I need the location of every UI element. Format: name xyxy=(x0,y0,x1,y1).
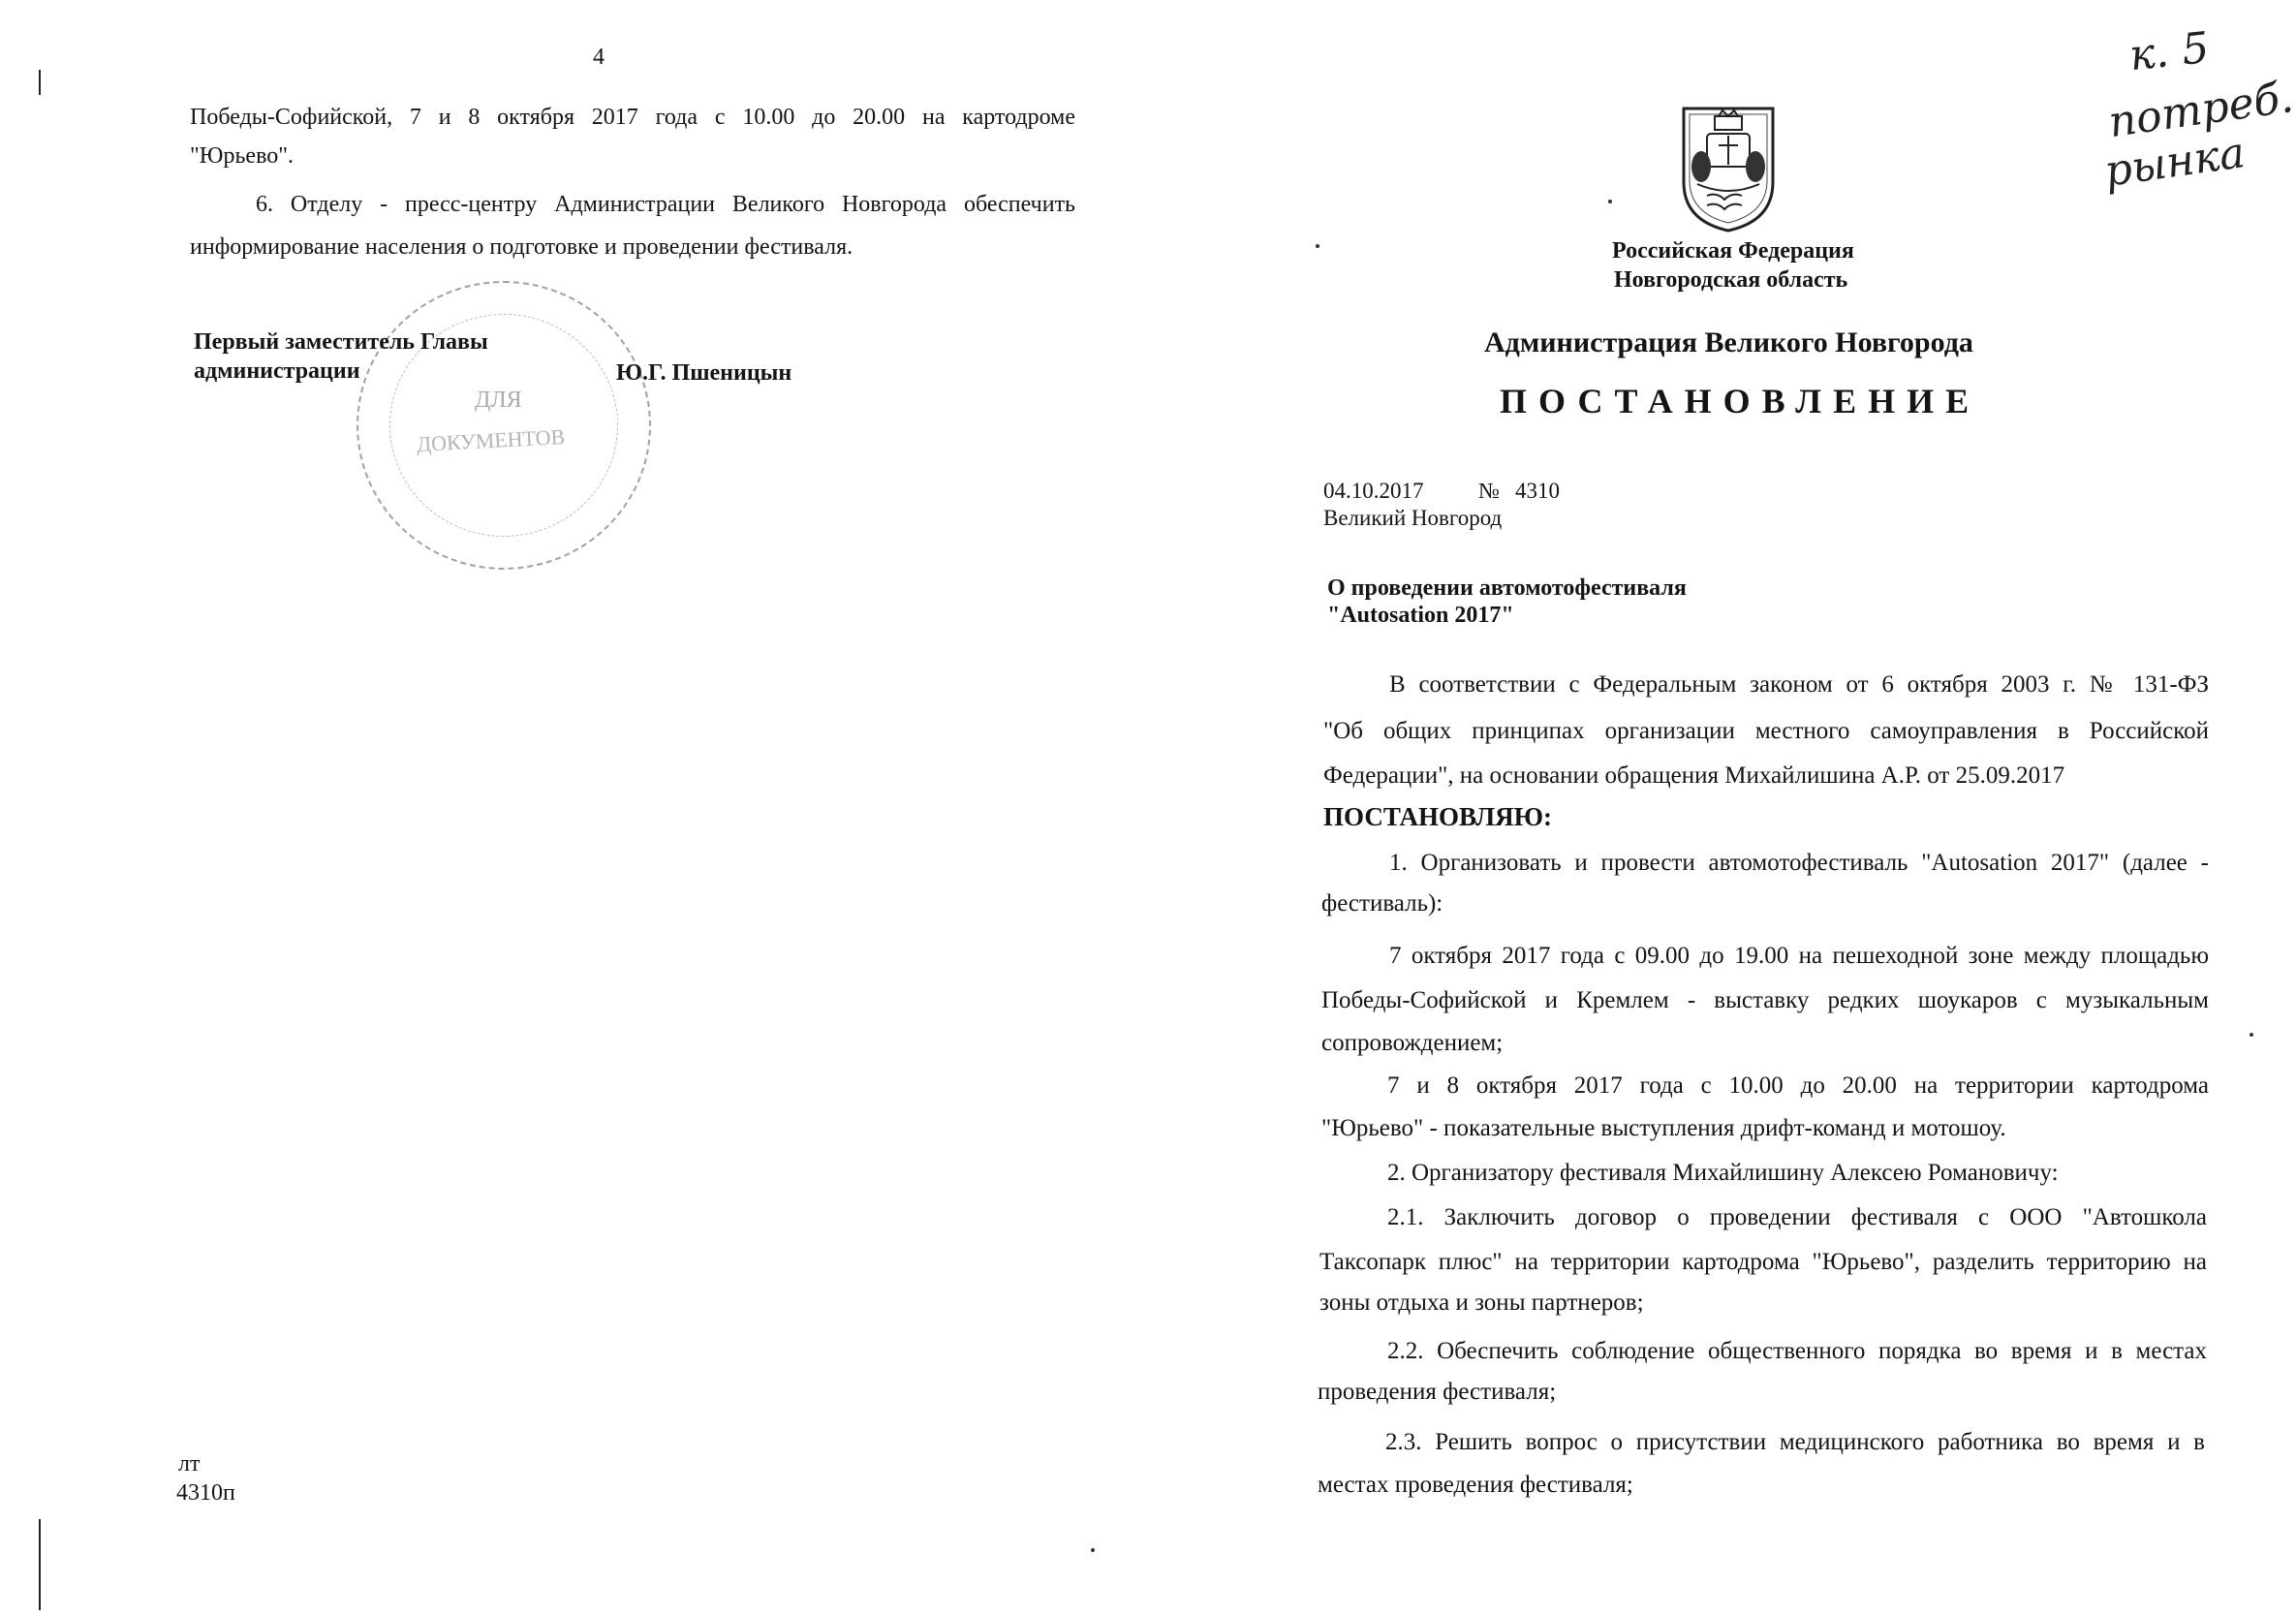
header-authority: Администрация Великого Новгорода xyxy=(1484,326,1973,358)
document-number-sign: № xyxy=(1478,479,1500,503)
preamble-line-2: "Об общих принципах организации местного самоуправления в Российской xyxy=(1323,718,2209,744)
document-date: 04.10.2017 xyxy=(1323,479,1424,503)
page-number: 4 xyxy=(593,45,605,70)
stamp-text-top: ДЛЯ xyxy=(475,388,522,413)
item-2-1-line-3: зоны отдыха и зоны партнеров; xyxy=(1319,1290,1644,1316)
scan-speck xyxy=(2249,1033,2253,1037)
footer-code-line-1: лт xyxy=(178,1451,201,1476)
scan-speck xyxy=(1316,244,1319,248)
item-1-day-1-line-3: сопровождением; xyxy=(1321,1030,1504,1056)
footer-code-line-2: 4310п xyxy=(176,1480,235,1506)
handwritten-note-line-1: к. 5 xyxy=(2126,22,2212,81)
item-1-day-1-line-1: 7 октября 2017 года с 09.00 до 19.00 на пешеходной зоне между площадью xyxy=(1389,943,2209,969)
page-edge-mark-top xyxy=(39,70,41,95)
scan-speck xyxy=(1091,1548,1095,1552)
preamble-line-1: В соответствии с Федеральным законом от 6 октября 2003 г. № 131-ФЗ xyxy=(1389,671,2209,698)
item-1-day-2-line-1: 7 и 8 октября 2017 года с 10.00 до 20.00 на территории картодрома xyxy=(1387,1072,2209,1099)
continuation-line-2: "Юрьево". xyxy=(190,143,295,169)
item-2-3-line-1: 2.3. Решить вопрос о присутствии медицинского работника во время и в xyxy=(1385,1429,2205,1455)
item-1-line-2: фестиваль): xyxy=(1321,890,1443,917)
item-2-2-line-2: проведения фестиваля; xyxy=(1318,1379,1557,1405)
header-country: Российская Федерация xyxy=(1612,238,1854,264)
document-type-title: ПОСТАНОВЛЕНИЕ xyxy=(1500,382,1981,420)
item-2: 2. Организатору фестиваля Михайлишину Алексею Романовичу: xyxy=(1387,1160,2059,1186)
document-city: Великий Новгород xyxy=(1323,506,1503,530)
coat-of-arms-emblem xyxy=(1678,103,1779,234)
signature-title-line-1: Первый заместитель Главы xyxy=(194,329,488,355)
official-stamp xyxy=(357,281,651,570)
subject-line-1: О проведении автомотофестиваля xyxy=(1327,575,1687,601)
preamble-line-3: Федерации", на основании обращения Михайлишина А.Р. от 25.09.2017 xyxy=(1323,762,2065,789)
item-6-line-2: информирование населения о подготовке и проведении фестиваля. xyxy=(190,234,853,260)
signatory-name: Ю.Г. Пшеницын xyxy=(616,360,792,386)
handwritten-note-line-3: рынка xyxy=(2101,128,2249,197)
scan-speck xyxy=(1608,200,1612,203)
item-2-2-line-1: 2.2. Обеспечить соблюдение общественного порядка во время и в местах xyxy=(1387,1338,2207,1364)
handwritten-note-line-2: потреб. xyxy=(2105,72,2296,148)
item-6-line-1: 6. Отделу - пресс-центру Администрации Великого Новгорода обеспечить xyxy=(256,192,1075,217)
resolve-word: ПОСТАНОВЛЯЮ: xyxy=(1323,802,1552,831)
item-2-3-line-2: местах проведения фестиваля; xyxy=(1318,1472,1633,1498)
subject-line-2: "Autosation 2017" xyxy=(1327,603,1514,628)
item-1-line-1: 1. Организовать и провести автомотофестиваль "Autosation 2017" (далее - xyxy=(1389,850,2209,876)
item-2-1-line-1: 2.1. Заключить договор о проведении фестиваля с ООО "Автошкола xyxy=(1387,1204,2207,1230)
stamp-text-bottom: ДОКУМЕНТОВ xyxy=(416,424,566,456)
header-region: Новгородская область xyxy=(1614,267,1848,293)
item-1-day-2-line-2: "Юрьево" - показательные выступления дрифт-команд и мотошоу. xyxy=(1321,1115,2006,1141)
continuation-line-1: Победы-Софийской, 7 и 8 октября 2017 года с 10.00 до 20.00 на картодроме xyxy=(190,105,1075,130)
item-1-day-1-line-2: Победы-Софийской и Кремлем - выставку редких шоукаров с музыкальным xyxy=(1321,987,2209,1013)
item-2-1-line-2: Таксопарк плюс" на территории картодрома "Юрьево", разделить территорию на xyxy=(1319,1249,2207,1275)
document-number: 4310 xyxy=(1515,479,1560,503)
page-edge-mark-bottom xyxy=(39,1519,41,1610)
signature-title-line-2: администрации xyxy=(194,358,360,384)
